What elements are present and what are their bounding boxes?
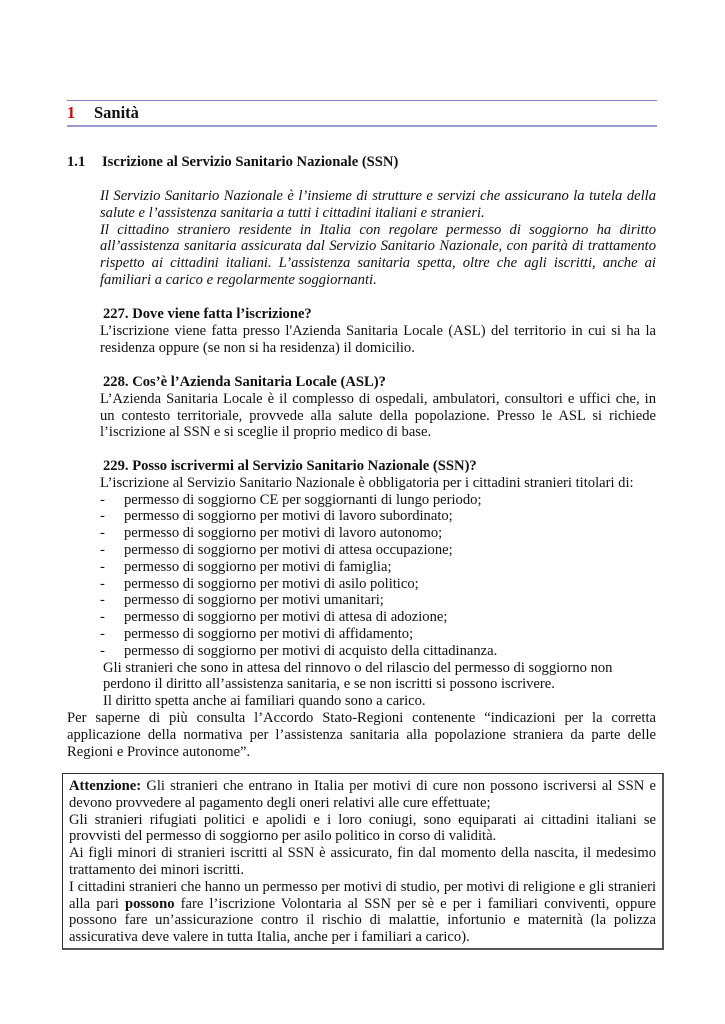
notice-label: Attenzione: (69, 778, 142, 794)
list-item: - permesso di soggiorno per motivi di lavoro autonomo; (100, 525, 443, 542)
notice-paragraph: Gli stranieri rifugiati politici e apolidi e i loro coniugi, sono equiparati ai cittadini italiani se provvisti del permesso di soggiorno per asilo politico in corso di validità. (69, 811, 656, 845)
section-heading (67, 153, 398, 171)
after-list-paragraph: Gli stranieri che sono in attesa del rinnovo o del rilascio del permesso di soggiorno non perdono il diritto all’assistenza sanitaria, e se non iscritti si possono iscrivere. (103, 659, 613, 693)
question-answer: L’iscrizione al Servizio Sanitario Nazionale è obbligatoria per i cittadini stranieri titolari di: (100, 474, 634, 491)
list-item: - permesso di soggiorno per motivi di lavoro subordinato; (100, 508, 453, 525)
intro-paragraph: Il cittadino straniero residente in Italia con regolare permesso di soggiorno ha diritto all’assistenza sanitaria assicurata dal Servizio Sanitario Nazionale, con parità di trattamento rispetto ai cittadini italiani. L’assistenza sanitaria spetta, oltre che agli iscritti, anche ai familiari a carico e regolarmente soggiornanti. (100, 221, 656, 288)
attention-notice-box (62, 773, 664, 950)
after-list-paragraph: Il diritto spetta anche ai familiari quando sono a carico. (103, 693, 426, 710)
chapter-heading (67, 100, 657, 127)
notice-paragraph: I cittadini stranieri che hanno un permesso per motivi di studio, per motivi di religione e gli stranieri alla pari possono fare l’iscrizione Volontaria al SSN per sè e per i familiari conviventi, oppure possono fare un’assicurazione contro il rischio di malattie, infortunio e maternità (la polizza assicurativa deve valere in tutta Italia, anche per i familiari a carico). (69, 878, 656, 946)
heading-bottom-rule (67, 125, 657, 127)
intro-paragraph: Il Servizio Sanitario Nazionale è l’insieme di strutture e servizi che assicurano la tutela della salute e l’assistenza sanitaria a tutti i cittadini italiani e stranieri. (100, 188, 656, 221)
question-title: 227. Dove viene fatta l’iscrizione? (103, 306, 312, 322)
list-item: - permesso di soggiorno per motivi di affidamento; (100, 625, 414, 642)
list-item: - permesso di soggiorno per motivi di asilo politico; (100, 575, 419, 592)
chapter-number: 1 (67, 103, 76, 122)
list-item: - permesso di soggiorno CE per soggiornanti di lungo periodo; (100, 491, 482, 508)
question-title: 228. Cos’è l’Azienda Sanitaria Locale (ASL)? (103, 374, 386, 390)
permit-list (100, 492, 656, 660)
chapter-title: Sanità (94, 103, 139, 122)
intro-text (100, 188, 656, 289)
faq-227 (100, 306, 656, 356)
notice-paragraph: Ai figli minori di stranieri iscritti al SSN è assicurato, fin dal momento della nascita, il medesimo trattamento dei minori iscritti. (69, 845, 656, 878)
question-answer: L’Azienda Sanitaria Locale è il complesso di ospedali, ambulatori, consultori e uffici che, in un contesto territoriale, provvede alla salute della popolazione. Presso le ASL si richiede l’iscrizione al SSN e si sceglie il proprio medico di base. (100, 390, 656, 441)
emphasis-possono: possono (125, 895, 175, 912)
faq-228 (100, 374, 656, 441)
list-item: - permesso di soggiorno per motivi umanitari; (100, 592, 384, 609)
faq-229 (100, 458, 656, 710)
list-item: - permesso di soggiorno per motivi di acquisto della cittadinanza. (100, 642, 498, 659)
notice-paragraph: Attenzione: Gli stranieri che entrano in Italia per motivi di cure non possono iscriversi al SSN e devono provvedere al pagamento degli oneri relativi alle cure effettuate; (69, 778, 656, 811)
list-item: - permesso di soggiorno per motivi di attesa di adozione; (100, 609, 448, 626)
list-item: - permesso di soggiorno per motivi di attesa occupazione; (100, 541, 453, 558)
question-answer: L’iscrizione viene fatta presso l'Azienda Sanitaria Locale (ASL) del territorio in cui si ha la residenza oppure (se non si ha residenza) il domicilio. (100, 322, 656, 356)
section-number: 1.1 (67, 154, 86, 170)
list-item: - permesso di soggiorno per motivi di famiglia; (100, 558, 392, 575)
question-title: 229. Posso iscrivermi al Servizio Sanitario Nazionale (SSN)? (103, 458, 477, 474)
section-title: Iscrizione al Servizio Sanitario Nazionale (SSN) (102, 154, 399, 170)
more-info-paragraph: Per saperne di più consulta l’Accordo Stato-Regioni contenente “indicazioni per la corretta applicazione della normativa per l’assistenza sanitaria alla popolazione straniera da parte delle Regioni e Province autonome”. (67, 710, 656, 760)
